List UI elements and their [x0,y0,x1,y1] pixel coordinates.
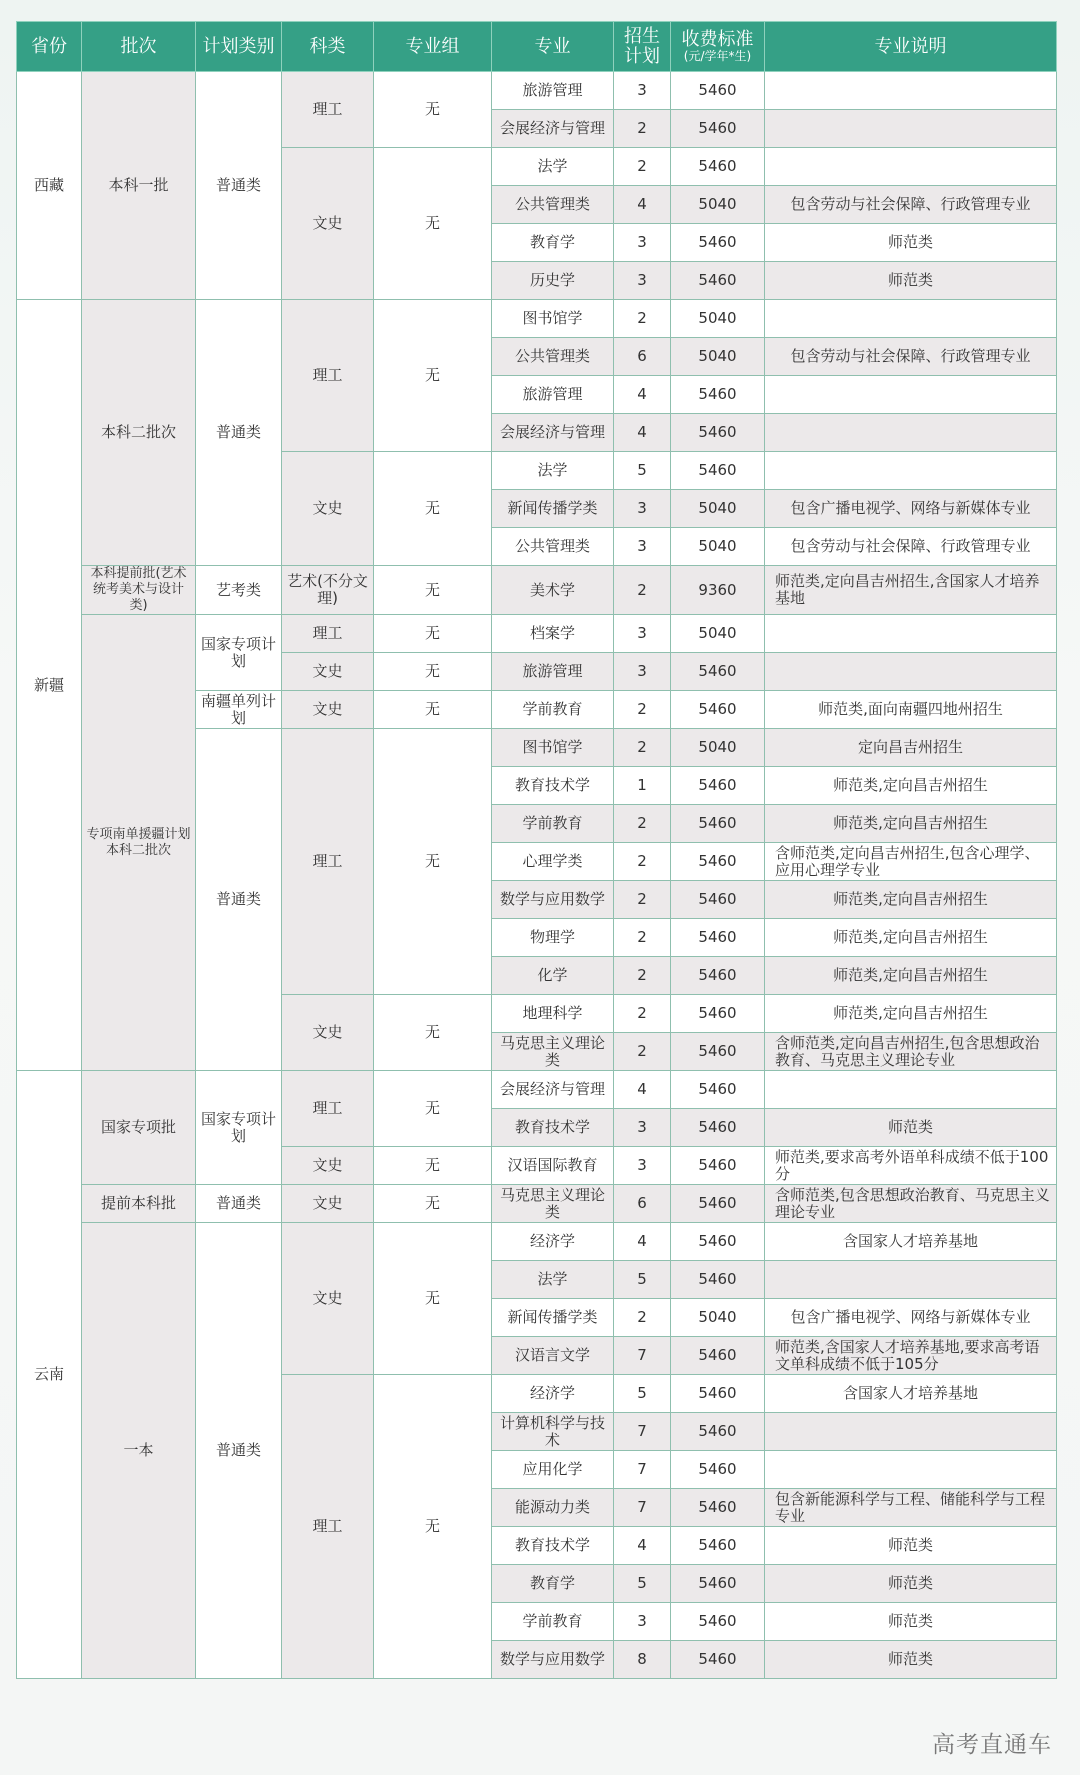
batch-cell: 本科提前批(艺术统考美术与设计类) [82,566,196,615]
fee-cell: 5460 [671,452,765,490]
table-row [17,1185,1057,1223]
fee-cell: 5460 [671,1261,765,1299]
note-cell: 师范类,含国家人才培养基地,要求高考语文单科成绩不低于105分 [765,1337,1057,1375]
fee-cell: 5460 [671,1413,765,1451]
subject-cell: 理工 [282,729,374,995]
table-row [17,1071,1057,1109]
note-cell [765,653,1057,691]
fee-cell: 5040 [671,1299,765,1337]
fee-cell: 5460 [671,148,765,186]
note-cell: 师范类,定向昌吉州招生 [765,767,1057,805]
major-cell: 公共管理类 [492,528,614,566]
note-cell: 师范类,定向昌吉州招生 [765,881,1057,919]
note-cell [765,376,1057,414]
quota-cell: 2 [614,110,671,148]
fee-cell: 5460 [671,262,765,300]
quota-cell: 3 [614,653,671,691]
note-cell: 包含新能源科学与工程、储能科学与工程专业 [765,1489,1057,1527]
subject-cell: 文史 [282,1147,374,1185]
major-cell: 旅游管理 [492,376,614,414]
fee-cell: 5460 [671,653,765,691]
header-fee-unit: (元/学年*生) [683,49,752,63]
batch-cell: 本科二批次 [82,300,196,566]
batch-cell: 专项南单援疆计划本科二批次 [82,615,196,1071]
fee-cell: 5460 [671,1641,765,1679]
batch-cell: 本科一批 [82,72,196,300]
quota-cell: 2 [614,805,671,843]
major-cell: 法学 [492,1261,614,1299]
plan-type-cell: 普通类 [196,72,282,300]
fee-cell: 5040 [671,729,765,767]
note-cell: 师范类,定向昌吉州招生,含国家人才培养基地 [765,566,1057,615]
major-cell: 公共管理类 [492,338,614,376]
major-cell: 地理科学 [492,995,614,1033]
fee-cell: 5460 [671,1185,765,1223]
major-cell: 会展经济与管理 [492,414,614,452]
quota-cell: 3 [614,1109,671,1147]
fee-cell: 5460 [671,919,765,957]
plan-type-cell: 南疆单列计划 [196,691,282,729]
quota-cell: 4 [614,1223,671,1261]
quota-cell: 2 [614,566,671,615]
province-cell: 西藏 [17,72,82,300]
plan-type-cell: 艺考类 [196,566,282,615]
note-cell [765,414,1057,452]
batch-cell: 国家专项批 [82,1071,196,1185]
fee-cell: 5460 [671,72,765,110]
major-cell: 马克思主义理论类 [492,1185,614,1223]
note-cell: 师范类,定向昌吉州招生 [765,995,1057,1033]
watermark: 高考直通车 [932,1732,1052,1758]
admission-plan-table-wrapper [16,21,1056,1679]
quota-cell: 8 [614,1641,671,1679]
subject-cell: 理工 [282,1071,374,1147]
subject-cell: 文史 [282,691,374,729]
plan-type-cell: 国家专项计划 [196,615,282,691]
quota-cell: 5 [614,452,671,490]
province-cell: 云南 [17,1071,82,1679]
note-cell: 师范类 [765,1565,1057,1603]
major-cell: 图书馆学 [492,300,614,338]
note-cell: 师范类 [765,1109,1057,1147]
quota-cell: 3 [614,528,671,566]
note-cell: 含国家人才培养基地 [765,1223,1057,1261]
quota-cell: 5 [614,1375,671,1413]
fee-cell: 5460 [671,1033,765,1071]
fee-cell: 5040 [671,338,765,376]
major-cell: 美术学 [492,566,614,615]
fee-cell: 5040 [671,528,765,566]
fee-cell: 5460 [671,1071,765,1109]
subject-cell: 理工 [282,615,374,653]
major-group-cell: 无 [374,1071,492,1147]
quota-cell: 7 [614,1451,671,1489]
header-fee [671,22,765,72]
major-cell: 学前教育 [492,805,614,843]
batch-cell: 一本 [82,1223,196,1679]
subject-cell: 文史 [282,148,374,300]
fee-cell: 5460 [671,110,765,148]
note-cell: 含师范类,包含思想政治教育、马克思主义理论专业 [765,1185,1057,1223]
quota-cell: 4 [614,414,671,452]
note-cell: 包含广播电视学、网络与新媒体专业 [765,490,1057,528]
major-cell: 物理学 [492,919,614,957]
major-cell: 马克思主义理论类 [492,1033,614,1071]
quota-cell: 3 [614,1147,671,1185]
note-cell [765,452,1057,490]
major-cell: 学前教育 [492,691,614,729]
major-group-cell: 无 [374,300,492,452]
quota-cell: 7 [614,1337,671,1375]
fee-cell: 5040 [671,186,765,224]
major-cell: 旅游管理 [492,72,614,110]
fee-cell: 5460 [671,805,765,843]
fee-cell: 5460 [671,1603,765,1641]
subject-cell: 理工 [282,72,374,148]
note-cell: 师范类,面向南疆四地州招生 [765,691,1057,729]
fee-cell: 5460 [671,691,765,729]
major-group-cell: 无 [374,452,492,566]
quota-cell: 7 [614,1413,671,1451]
major-cell: 应用化学 [492,1451,614,1489]
fee-cell: 9360 [671,566,765,615]
table-row [17,566,1057,615]
subject-cell: 文史 [282,452,374,566]
major-group-cell: 无 [374,691,492,729]
note-cell [765,300,1057,338]
fee-cell: 5460 [671,224,765,262]
major-cell: 经济学 [492,1375,614,1413]
note-cell [765,1261,1057,1299]
fee-cell: 5460 [671,1375,765,1413]
header-plan-type: 计划类别 [196,22,282,72]
major-cell: 法学 [492,452,614,490]
admission-plan-table [16,21,1057,1679]
major-cell: 能源动力类 [492,1489,614,1527]
major-cell: 教育技术学 [492,1527,614,1565]
fee-cell: 5460 [671,376,765,414]
plan-type-cell: 普通类 [196,1223,282,1679]
major-group-cell: 无 [374,1185,492,1223]
plan-type-cell: 普通类 [196,729,282,1071]
fee-cell: 5460 [671,1337,765,1375]
note-cell: 包含劳动与社会保障、行政管理专业 [765,338,1057,376]
quota-cell: 2 [614,919,671,957]
note-cell: 含国家人才培养基地 [765,1375,1057,1413]
major-cell: 心理学类 [492,843,614,881]
note-cell: 含师范类,定向昌吉州招生,包含心理学、应用心理学专业 [765,843,1057,881]
header-note: 专业说明 [765,22,1057,72]
subject-cell: 文史 [282,1185,374,1223]
major-cell: 汉语国际教育 [492,1147,614,1185]
major-cell: 学前教育 [492,1603,614,1641]
major-cell: 图书馆学 [492,729,614,767]
table-header-row [17,22,1057,72]
fee-cell: 5460 [671,767,765,805]
major-cell: 法学 [492,148,614,186]
major-group-cell: 无 [374,148,492,300]
quota-cell: 4 [614,1071,671,1109]
note-cell: 含师范类,定向昌吉州招生,包含思想政治教育、马克思主义理论专业 [765,1033,1057,1071]
fee-cell: 5460 [671,1489,765,1527]
header-major-group: 专业组 [374,22,492,72]
table-body [17,72,1057,1679]
note-cell: 师范类,定向昌吉州招生 [765,919,1057,957]
major-cell: 公共管理类 [492,186,614,224]
fee-cell: 5460 [671,881,765,919]
note-cell: 包含广播电视学、网络与新媒体专业 [765,1299,1057,1337]
note-cell [765,1413,1057,1451]
major-cell: 会展经济与管理 [492,110,614,148]
note-cell [765,148,1057,186]
fee-cell: 5460 [671,1223,765,1261]
major-group-cell: 无 [374,1375,492,1679]
quota-cell: 4 [614,1527,671,1565]
quota-cell: 6 [614,1185,671,1223]
major-cell: 计算机科学与技术 [492,1413,614,1451]
quota-cell: 3 [614,224,671,262]
fee-cell: 5460 [671,1565,765,1603]
quota-cell: 4 [614,376,671,414]
quota-cell: 7 [614,1489,671,1527]
note-cell [765,1451,1057,1489]
header-major: 专业 [492,22,614,72]
quota-cell: 1 [614,767,671,805]
note-cell: 师范类 [765,1641,1057,1679]
major-cell: 新闻传播学类 [492,1299,614,1337]
header-fee-label: 收费标准 [681,29,754,50]
quota-cell: 5 [614,1565,671,1603]
fee-cell: 5460 [671,1109,765,1147]
quota-cell: 2 [614,957,671,995]
fee-cell: 5040 [671,490,765,528]
fee-cell: 5040 [671,300,765,338]
major-cell: 教育学 [492,1565,614,1603]
fee-cell: 5460 [671,843,765,881]
fee-cell: 5040 [671,615,765,653]
fee-cell: 5460 [671,414,765,452]
note-cell: 师范类 [765,1527,1057,1565]
note-cell: 师范类,定向昌吉州招生 [765,805,1057,843]
quota-cell: 3 [614,1603,671,1641]
quota-cell: 2 [614,300,671,338]
quota-cell: 2 [614,843,671,881]
note-cell [765,72,1057,110]
quota-cell: 2 [614,995,671,1033]
header-province: 省份 [17,22,82,72]
table-row [17,615,1057,653]
fee-cell: 5460 [671,1527,765,1565]
plan-type-cell: 普通类 [196,1185,282,1223]
quota-cell: 3 [614,262,671,300]
note-cell [765,110,1057,148]
note-cell [765,1071,1057,1109]
major-cell: 教育技术学 [492,767,614,805]
major-group-cell: 无 [374,729,492,995]
quota-cell: 6 [614,338,671,376]
quota-cell: 3 [614,72,671,110]
note-cell: 定向昌吉州招生 [765,729,1057,767]
note-cell: 包含劳动与社会保障、行政管理专业 [765,528,1057,566]
table-row [17,1223,1057,1261]
subject-cell: 理工 [282,300,374,452]
major-group-cell: 无 [374,566,492,615]
quota-cell: 2 [614,691,671,729]
fee-cell: 5460 [671,1451,765,1489]
note-cell: 师范类,定向昌吉州招生 [765,957,1057,995]
fee-cell: 5460 [671,1147,765,1185]
major-group-cell: 无 [374,1223,492,1375]
major-group-cell: 无 [374,615,492,653]
quota-cell: 2 [614,148,671,186]
major-group-cell: 无 [374,72,492,148]
quota-cell: 5 [614,1261,671,1299]
major-group-cell: 无 [374,653,492,691]
major-cell: 汉语言文学 [492,1337,614,1375]
quota-cell: 3 [614,615,671,653]
major-cell: 会展经济与管理 [492,1071,614,1109]
major-cell: 数学与应用数学 [492,881,614,919]
subject-cell: 理工 [282,1375,374,1679]
header-subject: 科类 [282,22,374,72]
quota-cell: 2 [614,729,671,767]
quota-cell: 2 [614,1033,671,1071]
major-cell: 教育学 [492,224,614,262]
fee-cell: 5460 [671,957,765,995]
plan-type-cell: 普通类 [196,300,282,566]
major-cell: 数学与应用数学 [492,1641,614,1679]
note-cell: 包含劳动与社会保障、行政管理专业 [765,186,1057,224]
major-cell: 化学 [492,957,614,995]
note-cell: 师范类 [765,224,1057,262]
header-quota [614,22,671,72]
quota-cell: 2 [614,1299,671,1337]
table-row [17,72,1057,110]
fee-cell: 5460 [671,995,765,1033]
quota-cell: 4 [614,186,671,224]
quota-cell: 3 [614,490,671,528]
subject-cell: 艺术(不分文理) [282,566,374,615]
note-cell: 师范类 [765,262,1057,300]
batch-cell: 提前本科批 [82,1185,196,1223]
major-cell: 教育技术学 [492,1109,614,1147]
plan-type-cell: 国家专项计划 [196,1071,282,1185]
major-cell: 经济学 [492,1223,614,1261]
quota-cell: 2 [614,881,671,919]
subject-cell: 文史 [282,1223,374,1375]
major-cell: 历史学 [492,262,614,300]
major-cell: 档案学 [492,615,614,653]
note-cell: 师范类 [765,1603,1057,1641]
subject-cell: 文史 [282,653,374,691]
table-row [17,300,1057,338]
major-cell: 旅游管理 [492,653,614,691]
header-quota-line1: 招生 [624,25,660,47]
subject-cell: 文史 [282,995,374,1071]
province-cell: 新疆 [17,300,82,1071]
header-batch: 批次 [82,22,196,72]
header-quota-line2: 计划 [624,45,660,67]
note-cell: 师范类,要求高考外语单科成绩不低于100分 [765,1147,1057,1185]
major-cell: 新闻传播学类 [492,490,614,528]
note-cell [765,615,1057,653]
major-group-cell: 无 [374,995,492,1071]
major-group-cell: 无 [374,1147,492,1185]
